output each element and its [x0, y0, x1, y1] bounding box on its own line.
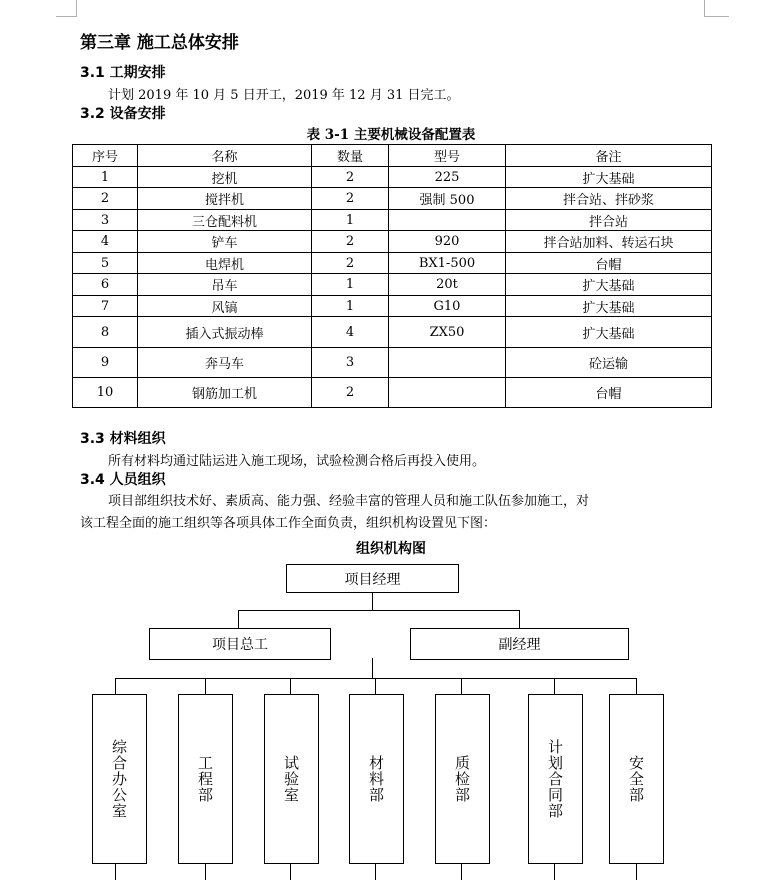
cell-model: 920 — [389, 231, 506, 253]
org-node-project-manager: 项目经理 — [286, 564, 459, 593]
cell-quantity: 4 — [312, 317, 389, 348]
connector-to-deputy-manager — [519, 610, 520, 628]
cell-remark: 扩大基础 — [506, 296, 712, 317]
header-index: 序号 — [73, 145, 138, 167]
section-3-2-title: 3.2 设备安排 — [80, 106, 166, 122]
header-remark: 备注 — [506, 145, 712, 167]
section-3-3-title: 3.3 材料组织 — [80, 431, 166, 447]
section-3-4-text-line1: 项目部组织技术好、素质高、能力强、经验丰富的管理人员和施工队伍参加施工，对 — [108, 494, 590, 509]
cell-model: 20t — [389, 274, 506, 296]
cell-model — [389, 210, 506, 231]
cell-remark: 拌合站 — [506, 210, 712, 231]
org-dept-label: 综合办公室 — [110, 739, 128, 819]
section-3-4-text-line2: 该工程全面的施工组织等各项具体工作全面负责，组织机构设置见下图： — [80, 516, 497, 531]
cell-model — [389, 378, 506, 408]
org-dept-label: 材料部 — [367, 755, 385, 803]
cell-name: 插入式振动棒 — [138, 317, 312, 348]
table-caption: 表 3-1 主要机械设备配置表 — [306, 127, 476, 143]
org-dept-planning-contract — [528, 694, 583, 864]
org-chart-title: 组织机构图 — [356, 541, 426, 557]
cell-name: 吊车 — [138, 274, 312, 296]
cell-model: 225 — [389, 167, 506, 188]
org-dept-laboratory — [264, 694, 319, 864]
org-dept-safety — [609, 694, 664, 864]
table-row — [73, 296, 712, 317]
org-dept-label: 安全部 — [627, 755, 645, 803]
cell-index: 7 — [73, 296, 138, 317]
connector-dept-4-below — [375, 862, 376, 880]
connector-level2-bar — [238, 610, 519, 611]
table-row — [73, 167, 712, 188]
org-dept-quality — [435, 694, 490, 864]
cell-quantity: 1 — [312, 296, 389, 317]
section-3-1-title: 3.1 工期安排 — [80, 65, 166, 81]
section-3-3-text: 所有材料均通过陆运进入施工现场，试验检测合格后再投入使用。 — [108, 454, 486, 469]
connector-dept-2-below — [205, 862, 206, 880]
cell-index: 8 — [73, 317, 138, 348]
header-model: 型号 — [389, 145, 506, 167]
cell-model: ZX50 — [389, 317, 506, 348]
org-node-chief-engineer: 项目总工 — [149, 628, 331, 660]
cell-remark: 扩大基础 — [506, 167, 712, 188]
org-dept-label: 计划合同部 — [546, 739, 564, 819]
connector-dept-4 — [375, 678, 376, 694]
table-row — [73, 378, 712, 408]
cell-remark: 台帽 — [506, 253, 712, 274]
cell-name: 奔马车 — [138, 348, 312, 378]
cell-remark: 拌合站、拌砂浆 — [506, 188, 712, 210]
cell-model — [389, 348, 506, 378]
cell-name: 挖机 — [138, 167, 312, 188]
cell-model: 强制 500 — [389, 188, 506, 210]
cell-remark: 扩大基础 — [506, 317, 712, 348]
connector-dept-7-below — [636, 862, 637, 880]
cell-quantity: 1 — [312, 210, 389, 231]
cell-remark: 砼运输 — [506, 348, 712, 378]
org-dept-label: 工程部 — [196, 755, 214, 803]
org-node-deputy-manager: 副经理 — [410, 628, 629, 660]
cell-name: 三仓配料机 — [138, 210, 312, 231]
connector-dept-6 — [554, 678, 555, 694]
cell-name: 搅拌机 — [138, 188, 312, 210]
org-dept-engineering — [178, 694, 233, 864]
section-3-1-text: 计划 2019 年 10 月 5 日开工，2019 年 12 月 31 日完工。 — [108, 88, 460, 103]
cell-index: 6 — [73, 274, 138, 296]
cell-name: 电焊机 — [138, 253, 312, 274]
connector-dept-2 — [205, 678, 206, 694]
cell-index: 1 — [73, 167, 138, 188]
table-row — [73, 210, 712, 231]
chapter-title: 第三章 施工总体安排 — [80, 33, 239, 53]
cell-model: BX1-500 — [389, 253, 506, 274]
cell-quantity: 2 — [312, 231, 389, 253]
cell-index: 5 — [73, 253, 138, 274]
cell-name: 铲车 — [138, 231, 312, 253]
cell-quantity: 2 — [312, 378, 389, 408]
cell-name: 钢筋加工机 — [138, 378, 312, 408]
cell-index: 4 — [73, 231, 138, 253]
page-corner-mark-left — [56, 0, 77, 17]
cell-quantity: 1 — [312, 274, 389, 296]
header-quantity: 数量 — [312, 145, 389, 167]
connector-to-chief-engineer — [238, 610, 239, 628]
cell-remark: 扩大基础 — [506, 274, 712, 296]
cell-quantity: 2 — [312, 188, 389, 210]
connector-dept-3-below — [290, 862, 291, 880]
cell-index: 10 — [73, 378, 138, 408]
equipment-table — [72, 144, 712, 408]
cell-remark: 拌合站加料、转运石块 — [506, 231, 712, 253]
cell-index: 9 — [73, 348, 138, 378]
connector-dept-7 — [636, 678, 637, 694]
cell-remark: 台帽 — [506, 378, 712, 408]
page-corner-mark-right — [704, 0, 729, 17]
connector-dept-6-below — [554, 862, 555, 880]
cell-quantity: 3 — [312, 348, 389, 378]
section-3-4-title: 3.4 人员组织 — [80, 472, 166, 488]
table-row — [73, 188, 712, 210]
table-row — [73, 348, 712, 378]
org-dept-materials — [349, 694, 404, 864]
table-row — [73, 317, 712, 348]
table-row — [73, 231, 712, 253]
org-dept-label: 试验室 — [282, 755, 300, 803]
table-header-row — [73, 145, 712, 167]
cell-name: 风镐 — [138, 296, 312, 317]
connector-dept-1 — [115, 678, 116, 694]
org-dept-label: 质检部 — [453, 755, 471, 803]
table-row — [73, 274, 712, 296]
cell-quantity: 2 — [312, 167, 389, 188]
cell-index: 2 — [73, 188, 138, 210]
cell-quantity: 2 — [312, 253, 389, 274]
connector-level2-down — [372, 658, 373, 678]
connector-dept-3 — [290, 678, 291, 694]
table-row — [73, 253, 712, 274]
connector-dept-5-below — [461, 862, 462, 880]
connector-dept-5 — [461, 678, 462, 694]
connector-dept-1-below — [115, 862, 116, 880]
header-name: 名称 — [138, 145, 312, 167]
cell-model: G10 — [389, 296, 506, 317]
cell-index: 3 — [73, 210, 138, 231]
org-dept-general-office — [92, 694, 147, 864]
connector-root-down — [372, 591, 373, 610]
